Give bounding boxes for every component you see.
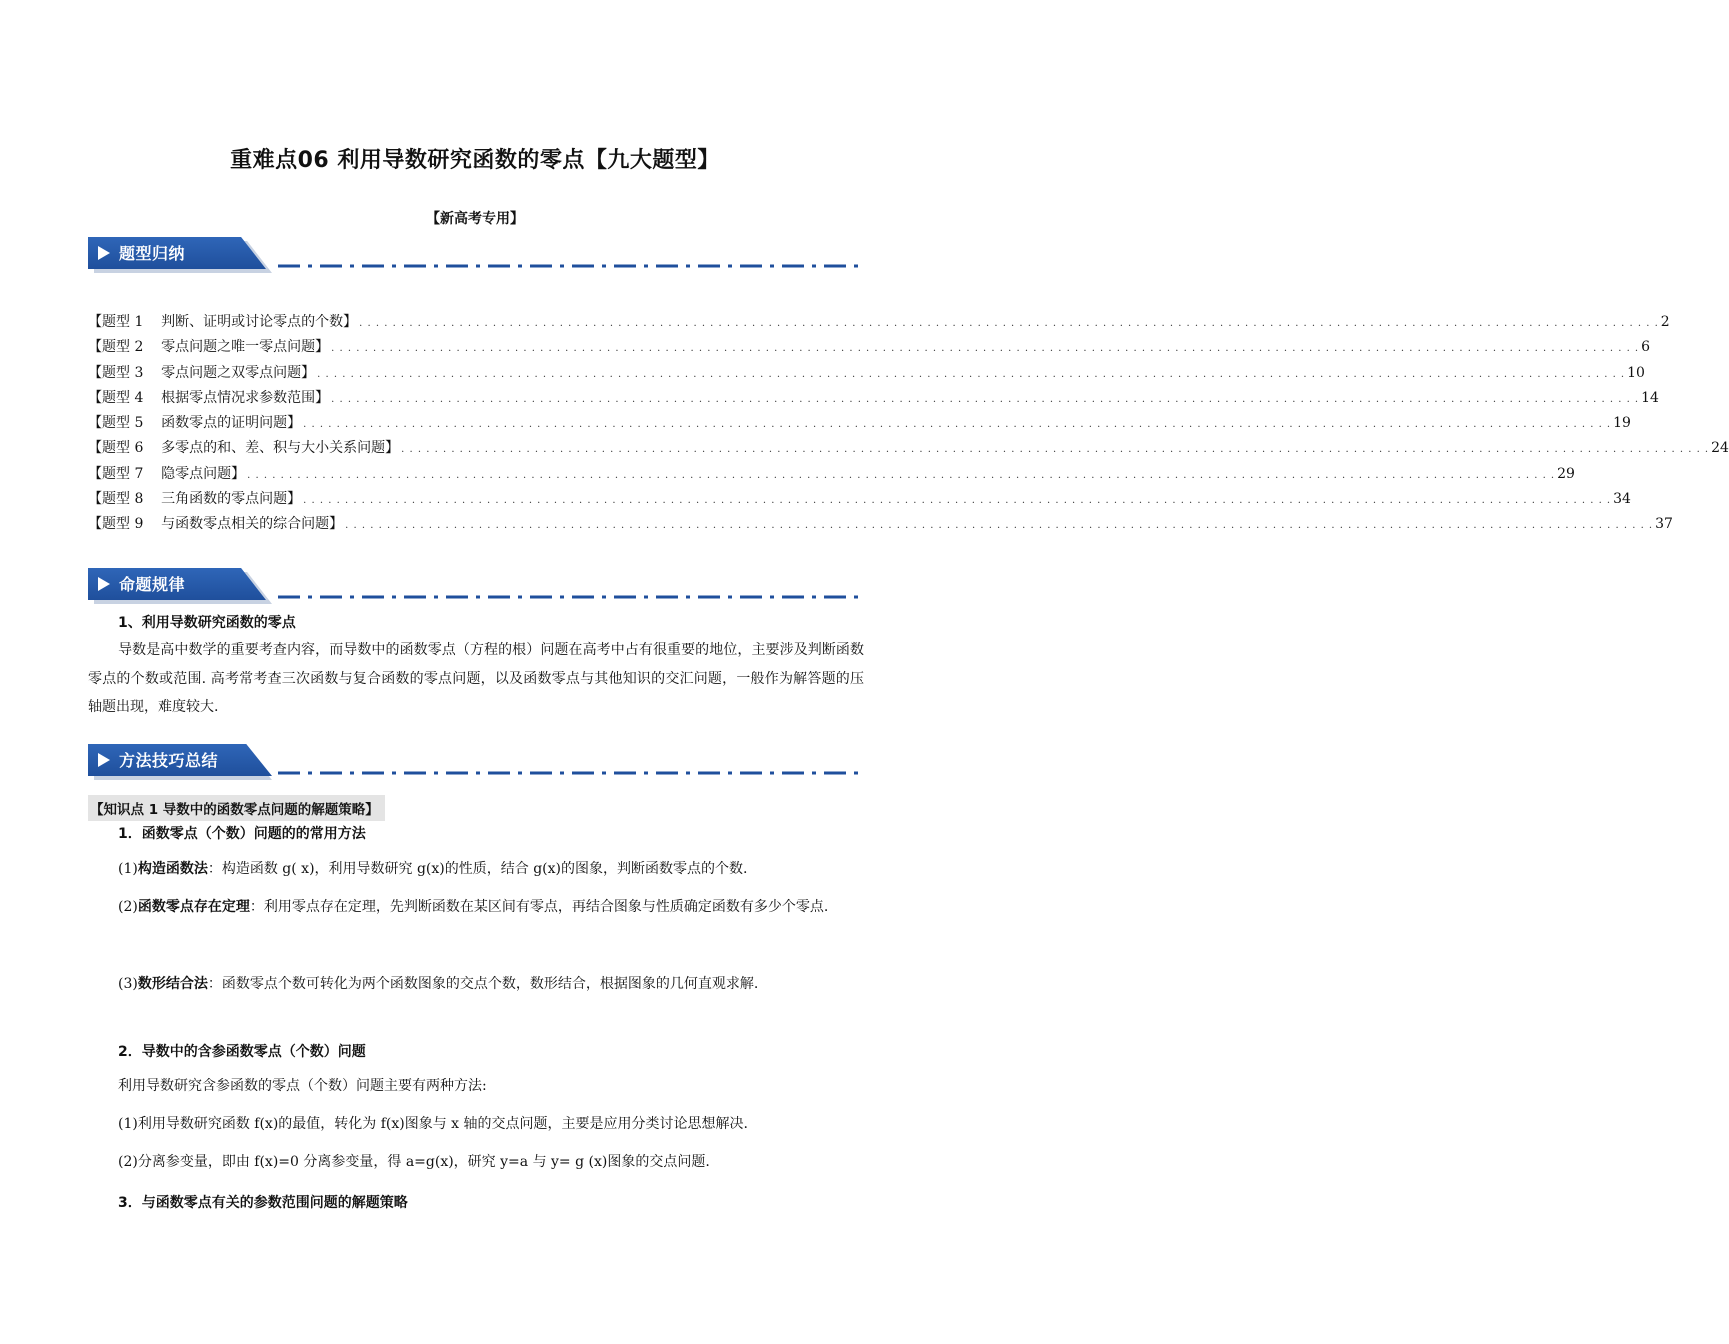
play-arrow-icon [98,753,110,767]
banner-label: 命题规律 [119,575,186,594]
knowledge-point-label: 【知识点 1 导数中的函数零点问题的解题策略】 [88,795,385,821]
page-subtitle: 【新高考专用】 [426,211,524,227]
method-1: (1)构造函数法：构造函数 g( x)，利用导数研究 g(x)的性质，结合 g(x)的图象，判断函数零点的个数. [118,861,748,877]
method-3: (3)数形结合法：函数零点个数可转化为两个函数图象的交点个数，数形结合，根据图象的几何直观求解. [118,976,759,992]
banner-label: 题型归纳 [119,244,186,263]
toc-item[interactable]: 【题型 6 多零点的和、差、积与大小关系问题】 . . . . . . . . . . . . . . . . . . . . . . . . . . . . . . . . . . . . . . . . . . . . . . . . . . . . . . . . . . . . . . . . . . . . . . . . . . . . . . . . . . . . . . . . . . . . . . . . . . . . . . . . . . . . . . . . . . . . . . . . . . . . . . . . . . . . . . . . . . . . . . . . . . . . . . . . . . . . . 24 [88,440,1729,457]
play-arrow-icon [98,246,110,260]
section-banner-question-types [88,237,863,277]
toc-item[interactable]: 【题型 1 判断、证明或讨论零点的个数】 . . . . . . . . . . . . . . . . . . . . . . . . . . . . . . . . . . . . . . . . . . . . . . . . . . . . . . . . . . . . . . . . . . . . . . . . . . . . . . . . . . . . . . . . . . . . . . . . . . . . . . . . . . . . . . . . . . . . . . . . . . . . . . . . . . . . . . . . . . . . . . . . . . . . . . . . . . . . 2 [88,314,1670,330]
section-2-intro: 利用导数研究含参函数的零点（个数）问题主要有两种方法: [118,1078,487,1094]
toc-item[interactable]: 【题型 7 隐零点问题】 . . . . . . . . . . . . . . . . . . . . . . . . . . . . . . . . . . . . . . . . . . . . . . . . . . . . . . . . . . . . . . . . . . . . . . . . . . . . . . . . . . . . . . . . . . . . . . . . . . . . . . . . . . . . . . . . . . . . . . . . . . . . . . . . . . . . . . . . . . . . . . . . . . . . . . . . . . . . . 29 [88,465,1575,482]
method-2: (2)函数零点存在定理：利用零点存在定理，先判断函数在某区间有零点，再结合图象与性质确定函数有多少个零点. [118,899,829,915]
rule-paragraph: 导数是高中数学的重要考查内容，而导数中的函数零点（方程的根）问题在高考中占有很重要的地位，主要涉及判断函数零点的个数或范围. 高考常考查三次函数与复合函数的零点问题，以及函数零点与其他知识的交汇问题，一般作为解答题的压轴题出现，难度较大. [88,642,864,716]
section-heading-1: 1．函数零点（个数）问题的的常用方法 [118,826,366,842]
toc-item[interactable]: 【题型 5 函数零点的证明问题】 . . . . . . . . . . . . . . . . . . . . . . . . . . . . . . . . . . . . . . . . . . . . . . . . . . . . . . . . . . . . . . . . . . . . . . . . . . . . . . . . . . . . . . . . . . . . . . . . . . . . . . . . . . . . . . . . . . . . . . . . . . . . . . . . . . . . . . . . . . . . . . . . . . . . . . . . . . . . . 19 [88,415,1631,432]
page-title: 重难点06 利用导数研究函数的零点【九大题型】 [230,148,720,173]
rule-heading: 1、利用导数研究函数的零点 [118,615,296,631]
section-2-method-1: (1)利用导数研究函数 f(x)的最值，转化为 f(x)图象与 x 轴的交点问题，主要是应用分类讨论思想解决. [118,1116,748,1132]
section-heading-3: 3．与函数零点有关的参数范围问题的解题策略 [118,1195,408,1211]
toc-item[interactable]: 【题型 8 三角函数的零点问题】 . . . . . . . . . . . . . . . . . . . . . . . . . . . . . . . . . . . . . . . . . . . . . . . . . . . . . . . . . . . . . . . . . . . . . . . . . . . . . . . . . . . . . . . . . . . . . . . . . . . . . . . . . . . . . . . . . . . . . . . . . . . . . . . . . . . . . . . . . . . . . . . . . . . . . . . . . . . . . 34 [88,491,1631,508]
section-banner-exam-rules [88,568,863,608]
section-2-method-2: (2)分离参变量，即由 f(x)=0 分离参变量，得 a=g(x)，研究 y=a 与 y= g (x)图象的交点问题. [118,1154,710,1170]
play-arrow-icon [98,577,110,591]
toc-item[interactable]: 【题型 3 零点问题之双零点问题】 . . . . . . . . . . . . . . . . . . . . . . . . . . . . . . . . . . . . . . . . . . . . . . . . . . . . . . . . . . . . . . . . . . . . . . . . . . . . . . . . . . . . . . . . . . . . . . . . . . . . . . . . . . . . . . . . . . . . . . . . . . . . . . . . . . . . . . . . . . . . . . . . . . . . . . . . . . . . . 10 [88,364,1645,381]
dash-dot-divider [278,263,863,269]
toc-item[interactable]: 【题型 9 与函数零点相关的综合问题】 . . . . . . . . . . . . . . . . . . . . . . . . . . . . . . . . . . . . . . . . . . . . . . . . . . . . . . . . . . . . . . . . . . . . . . . . . . . . . . . . . . . . . . . . . . . . . . . . . . . . . . . . . . . . . . . . . . . . . . . . . . . . . . . . . . . . . . . . . . . . . . . . . . . . . . . . . . . . . 37 [88,516,1673,533]
dash-dot-divider [278,770,863,776]
section-banner-methods [88,744,863,784]
toc-item[interactable]: 【题型 4 根据零点情况求参数范围】 . . . . . . . . . . . . . . . . . . . . . . . . . . . . . . . . . . . . . . . . . . . . . . . . . . . . . . . . . . . . . . . . . . . . . . . . . . . . . . . . . . . . . . . . . . . . . . . . . . . . . . . . . . . . . . . . . . . . . . . . . . . . . . . . . . . . . . . . . . . . . . . . . . . . . . . . . . . . . 14 [88,389,1659,406]
toc-item[interactable]: 【题型 2 零点问题之唯一零点问题】 . . . . . . . . . . . . . . . . . . . . . . . . . . . . . . . . . . . . . . . . . . . . . . . . . . . . . . . . . . . . . . . . . . . . . . . . . . . . . . . . . . . . . . . . . . . . . . . . . . . . . . . . . . . . . . . . . . . . . . . . . . . . . . . . . . . . . . . . . . . . . . . . . . . . . . . . . . . . . 6 [88,339,1651,356]
banner-label: 方法技巧总结 [119,751,219,770]
table-of-contents [88,311,1729,539]
section-heading-2: 2．导数中的含参函数零点（个数）问题 [118,1044,366,1060]
dash-dot-divider [278,594,863,600]
